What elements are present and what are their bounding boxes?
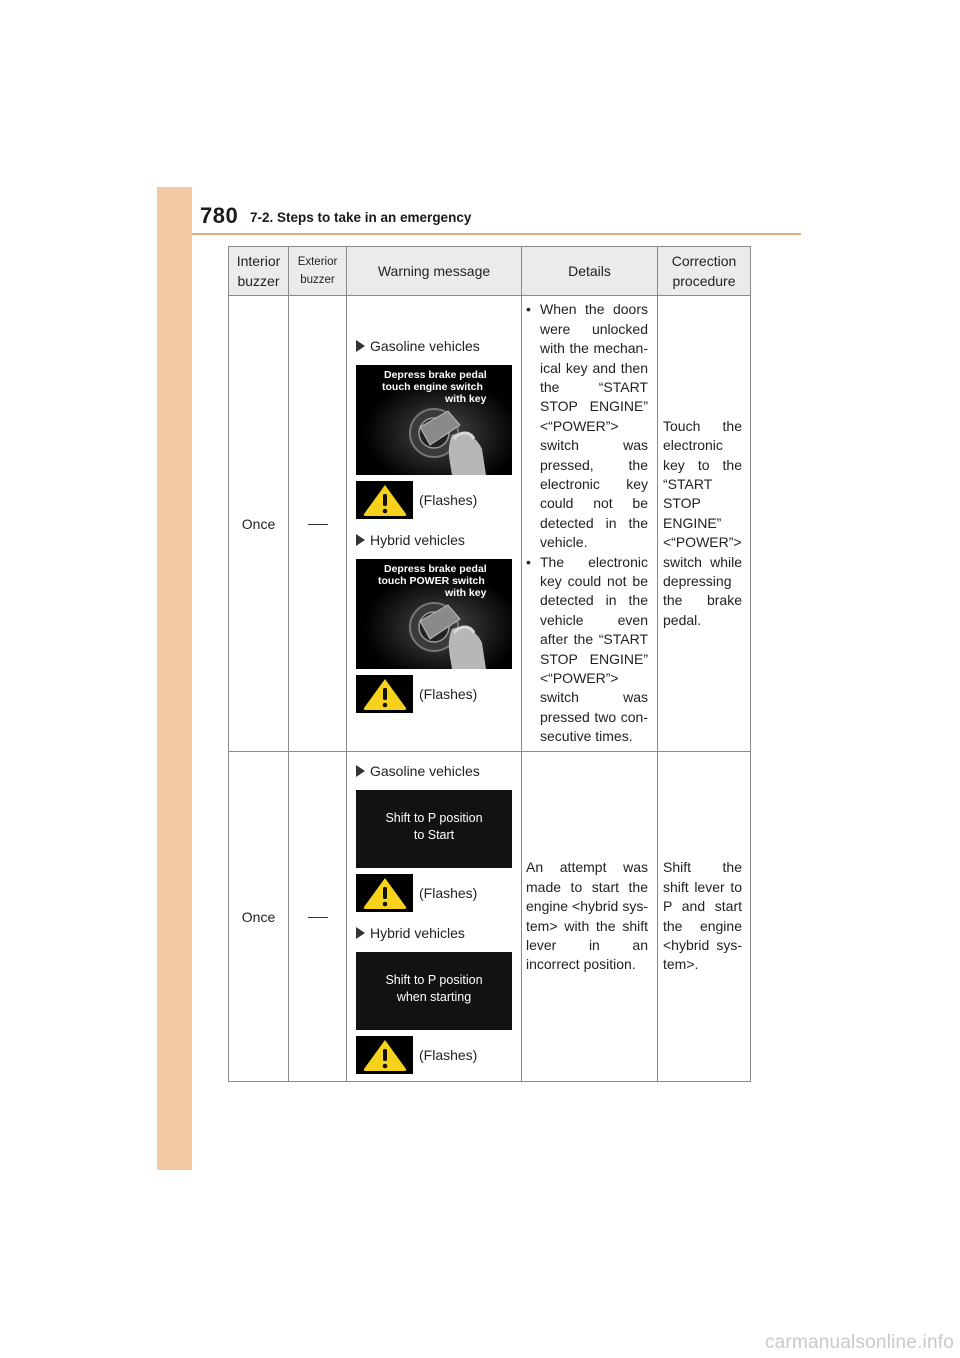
warning-triangle-icon bbox=[361, 483, 409, 517]
chapter-side-tab bbox=[157, 187, 192, 1170]
warning-triangle-icon bbox=[361, 677, 409, 711]
exterior-buzzer-cell bbox=[289, 752, 347, 1082]
display-screenshot bbox=[356, 365, 512, 475]
vehicle-type-label bbox=[356, 922, 512, 944]
warning-light bbox=[356, 675, 413, 713]
triangle-bullet-icon bbox=[356, 534, 365, 546]
flashes-label: (Flashes) bbox=[419, 491, 478, 508]
interior-buzzer-cell: Once bbox=[229, 296, 289, 752]
warning-message-cell bbox=[347, 296, 522, 752]
header-warning-message: Warning message bbox=[347, 247, 522, 296]
screen-line: Depress brake pedal bbox=[384, 368, 487, 381]
watermark: carmanualsonline.info bbox=[764, 1332, 954, 1353]
vehicle-type-text: Hybrid vehicles bbox=[370, 924, 465, 941]
correction-cell: Touch the electronic key to the “START STOP ENGINE” <“POWER”> switch while depressing the brake pedal. bbox=[658, 296, 751, 752]
details-cell bbox=[522, 296, 658, 752]
screen-line: Depress brake pedal bbox=[384, 562, 487, 575]
header-exterior-buzzer: Exterior buzzer bbox=[289, 247, 347, 296]
bullet-text: When the doors were unlocked with the mechan-ical key and then the “START STOP ENGINE” <“POWER”> switch was pressed, the electronic key could not be detected in the vehicle. bbox=[540, 301, 648, 551]
screen-line: touch POWER switch bbox=[378, 574, 485, 587]
display-screenshot bbox=[356, 952, 512, 1030]
screen-line: to Start bbox=[413, 827, 455, 842]
table-row bbox=[229, 296, 751, 752]
triangle-bullet-icon bbox=[356, 340, 365, 352]
warning-indicator-row bbox=[356, 675, 512, 713]
vehicle-type-text: Hybrid vehicles bbox=[370, 531, 465, 548]
screen-line: with key bbox=[445, 586, 487, 599]
warning-triangle-icon bbox=[361, 876, 409, 910]
vehicle-type-text: Gasoline vehicles bbox=[370, 337, 480, 354]
vehicle-type-label bbox=[356, 529, 512, 551]
none-dash bbox=[308, 917, 328, 918]
vehicle-type-label bbox=[356, 335, 512, 357]
display-screenshot bbox=[356, 559, 512, 669]
bullet-dot: • bbox=[526, 553, 531, 570]
display-screenshot bbox=[356, 790, 512, 868]
flashes-label: (Flashes) bbox=[419, 884, 478, 901]
warning-message-cell bbox=[347, 752, 522, 1082]
bullet-text: The electronic key could not be detected in the vehicle even after the “START STOP ENGINE” <“POWER”> switch was pressed two con-secutive times. bbox=[540, 553, 648, 745]
section-title: 7-2. Steps to take in an emergency bbox=[250, 210, 472, 225]
header-correction-procedure: Correction procedure bbox=[658, 247, 751, 296]
screen-line: Shift to P position bbox=[385, 972, 483, 987]
warning-triangle-icon bbox=[361, 1038, 409, 1072]
screen-line: when starting bbox=[396, 989, 472, 1004]
header-interior-buzzer: Interior buzzer bbox=[229, 247, 289, 296]
warning-indicator-row bbox=[356, 874, 512, 912]
warning-light bbox=[356, 874, 413, 912]
triangle-bullet-icon bbox=[356, 927, 365, 939]
header-details: Details bbox=[522, 247, 658, 296]
details-cell: An attempt was made to start the engine <hybrid sys-tem> with the shift lever in an incorrect position. bbox=[522, 752, 658, 1082]
warning-indicator-row bbox=[356, 481, 512, 519]
warning-indicator-row bbox=[356, 1036, 512, 1074]
warning-light bbox=[356, 481, 413, 519]
bullet-dot: • bbox=[526, 301, 531, 318]
warning-messages-table bbox=[228, 246, 751, 1082]
flashes-label: (Flashes) bbox=[419, 1046, 478, 1063]
page-number: 780 bbox=[200, 203, 239, 228]
screen-line: touch engine switch bbox=[382, 380, 483, 393]
table-row bbox=[229, 752, 751, 1082]
triangle-bullet-icon bbox=[356, 765, 365, 777]
details-bullet bbox=[526, 553, 648, 747]
correction-cell: Shift the shift lever to P and start the engine <hybrid sys-tem>. bbox=[658, 752, 751, 1082]
interior-buzzer-cell: Once bbox=[229, 752, 289, 1082]
vehicle-type-label bbox=[356, 760, 512, 782]
screen-line: with key bbox=[445, 392, 487, 405]
warning-light bbox=[356, 1036, 413, 1074]
table-header-row bbox=[229, 247, 751, 296]
details-bullet bbox=[526, 300, 648, 552]
none-dash bbox=[308, 524, 328, 525]
header-rule bbox=[192, 233, 801, 235]
screen-line: Shift to P position bbox=[385, 810, 483, 825]
flashes-label: (Flashes) bbox=[419, 685, 478, 702]
exterior-buzzer-cell bbox=[289, 296, 347, 752]
vehicle-type-text: Gasoline vehicles bbox=[370, 762, 480, 779]
